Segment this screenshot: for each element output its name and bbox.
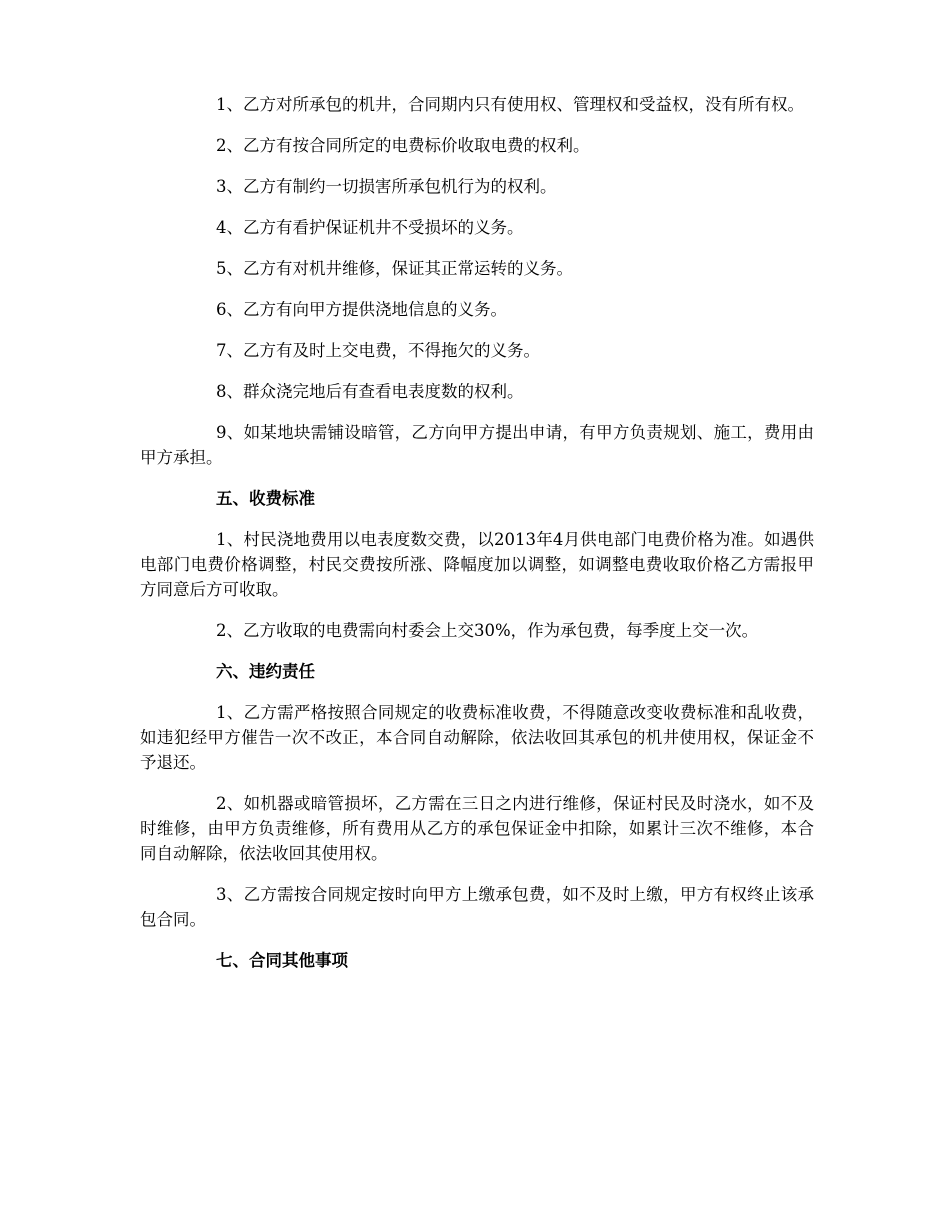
clause-paragraph: 6、乙方有向甲方提供浇地信息的义务。: [216, 300, 507, 319]
clause-paragraph: 8、群众浇完地后有查看电表度数的权利。: [216, 382, 524, 401]
section-heading-fees: 五、收费标准: [216, 489, 315, 508]
clause-paragraph: 2、乙方收取的电费需向村委会上交30%，作为承包费，每季度上交一次。: [216, 621, 759, 640]
clause-paragraph: 3、乙方有制约一切损害所承包机行为的权利。: [216, 177, 557, 196]
clause-paragraph: 2、如机器或暗管损坏，乙方需在三日之内进行维修，保证村民及时浇水，如不及时维修，由甲方负责维修，所有费用从乙方的承包保证金中扣除，如累计三次不维修，本合同自动解除，依法收回其使用权。: [140, 794, 814, 863]
section-heading-other: 七、合同其他事项: [216, 951, 348, 970]
clause-paragraph: 9、如某地块需铺设暗管，乙方向甲方提出申请，有甲方负责规划、施工，费用由甲方承担。: [140, 423, 814, 467]
clause-paragraph: 3、乙方需按合同规定按时向甲方上缴承包费，如不及时上缴，甲方有权终止该承包合同。: [140, 885, 814, 929]
clause-paragraph: 1、乙方对所承包的机井，合同期内只有使用权、管理权和受益权，没有所有权。: [216, 95, 804, 114]
clause-paragraph: 7、乙方有及时上交电费，不得拖欠的义务。: [216, 341, 540, 360]
clause-paragraph: 1、村民浇地费用以电表度数交费，以2013年4月供电部门电费价格为准。如遇供电部门电费价格调整，村民交费按所涨、降幅度加以调整，如调整电费收取价格乙方需报甲方同意后方可收取。: [140, 530, 814, 599]
clause-paragraph: 5、乙方有对机井维修，保证其正常运转的义务。: [216, 259, 573, 278]
document-body: [140, 92, 814, 989]
clause-paragraph: 4、乙方有看护保证机井不受损坏的义务。: [216, 218, 524, 237]
clause-paragraph: 1、乙方需严格按照合同规定的收费标准收费，不得随意改变收费标准和乱收费，如违犯经甲方催告一次不改正，本合同自动解除，依法收回其承包的机井使用权，保证金不予退还。: [140, 703, 814, 772]
clause-paragraph: 2、乙方有按合同所定的电费标价收取电费的权利。: [216, 136, 590, 155]
section-heading-breach: 六、违约责任: [216, 662, 315, 681]
